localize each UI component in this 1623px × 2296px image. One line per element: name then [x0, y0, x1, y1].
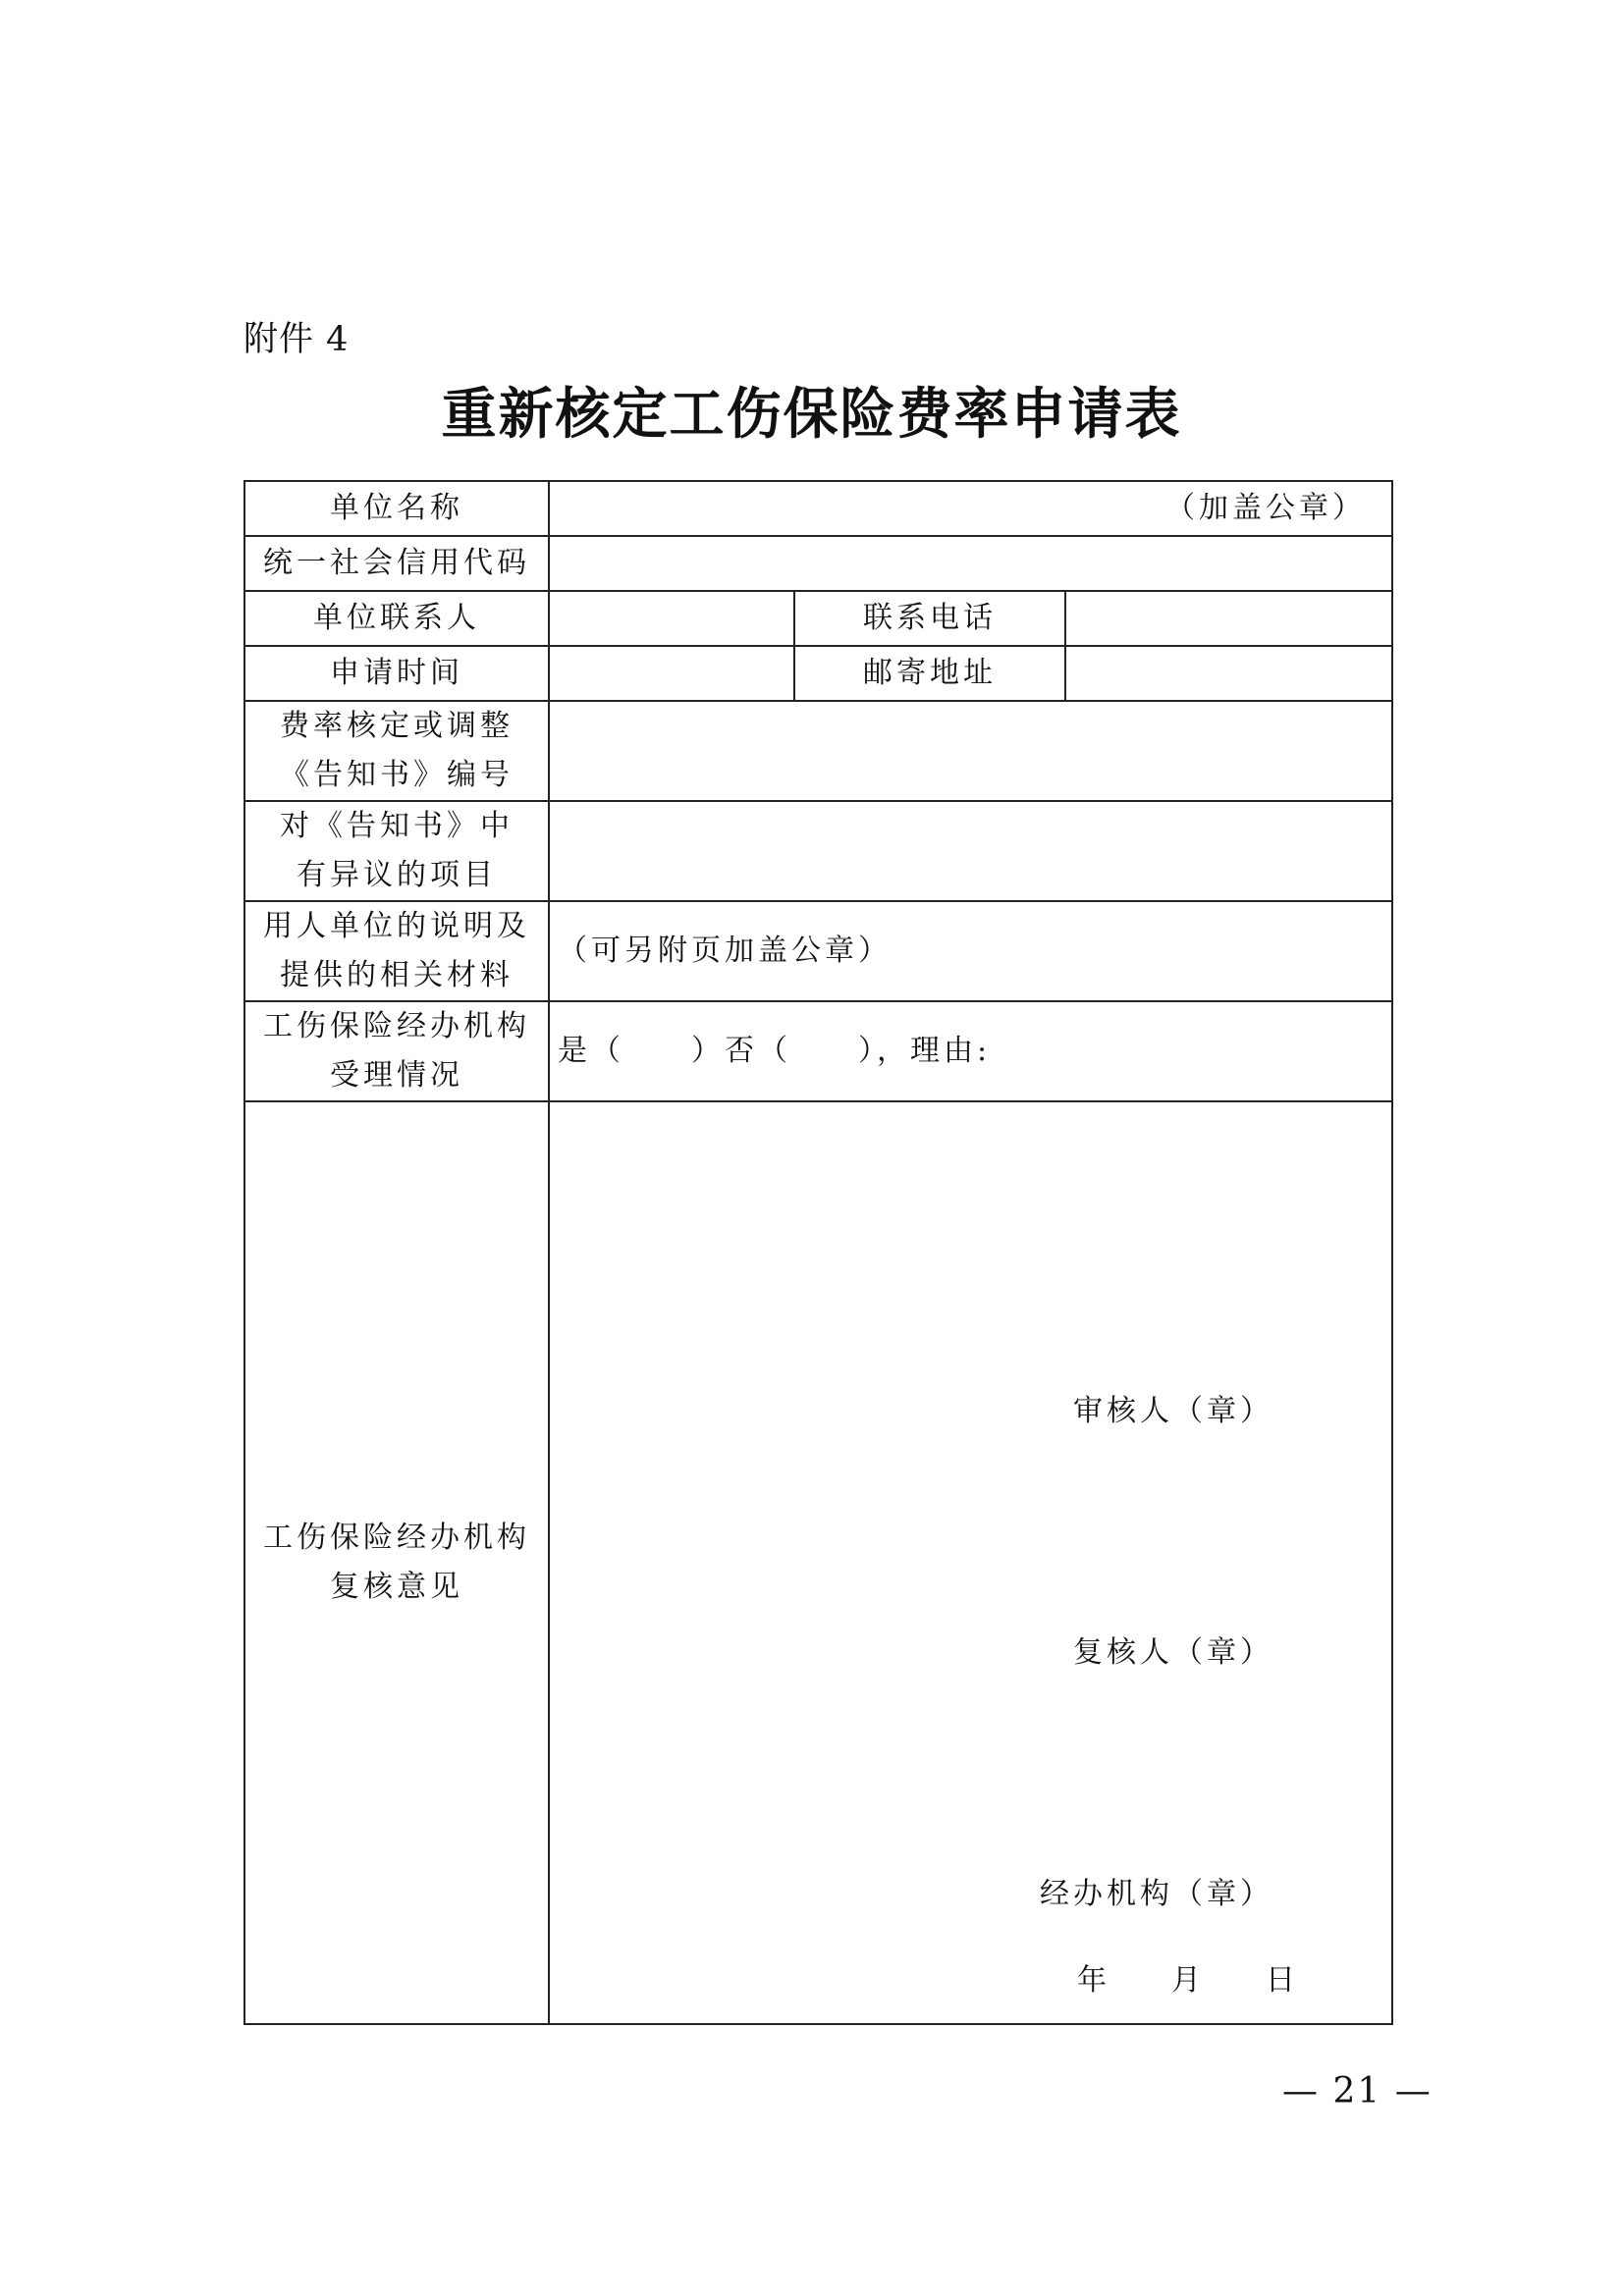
acceptance-label	[244, 1001, 549, 1101]
objection-label-line2: 有异议的项目	[297, 858, 497, 892]
review-label-line2: 复核意见	[330, 1570, 463, 1604]
reviewer-signature: 审核人（章）	[1073, 1394, 1273, 1428]
objection-label-line1: 对《告知书》中	[280, 809, 514, 843]
agency-signature: 经办机构（章）	[1040, 1877, 1273, 1911]
employer-statement-label-line2: 提供的相关材料	[280, 958, 514, 992]
credit-code-field[interactable]	[549, 536, 1392, 591]
objection-label	[244, 801, 549, 901]
row-notice-number	[244, 701, 1392, 801]
mail-address-field[interactable]	[1065, 646, 1392, 701]
review-field[interactable]	[549, 1101, 1392, 2024]
review-label-line1: 工伤保险经办机构	[263, 1521, 530, 1555]
review-label	[244, 1101, 549, 2024]
attachment-label: 附件 4	[243, 320, 350, 359]
phone-label: 联系电话	[794, 591, 1065, 646]
notice-number-label	[244, 701, 549, 801]
apply-time-label: 申请时间	[244, 646, 549, 701]
notice-number-label-line1: 费率核定或调整	[280, 709, 514, 743]
acceptance-field[interactable]	[549, 1001, 1392, 1101]
employer-statement-note: （可另附页加盖公章）	[558, 934, 892, 968]
employer-statement-label-line1: 用人单位的说明及	[263, 909, 530, 943]
row-apply-time	[244, 646, 1392, 701]
unit-name-label: 单位名称	[244, 481, 549, 536]
apply-time-field[interactable]	[549, 646, 794, 701]
application-form-table	[243, 480, 1393, 2025]
acceptance-label-line1: 工伤保险经办机构	[263, 1009, 530, 1043]
row-employer-statement	[244, 901, 1392, 1001]
row-review	[244, 1101, 1392, 2024]
document-title: 重新核定工伤保险费率申请表	[441, 382, 1182, 447]
mail-address-label: 邮寄地址	[794, 646, 1065, 701]
acceptance-label-line2: 受理情况	[330, 1058, 463, 1093]
row-acceptance	[244, 1001, 1392, 1101]
row-credit-code	[244, 536, 1392, 591]
rechecker-signature: 复核人（章）	[1073, 1635, 1273, 1670]
notice-number-field[interactable]	[549, 701, 1392, 801]
date-line: 年 月 日	[1077, 1963, 1313, 1998]
notice-number-label-line2: 《告知书》编号	[280, 758, 514, 792]
credit-code-label: 统一社会信用代码	[244, 536, 549, 591]
unit-seal-note: （加盖公章）	[1165, 491, 1366, 525]
contact-person-label: 单位联系人	[244, 591, 549, 646]
row-unit-name	[244, 481, 1392, 536]
objection-field[interactable]	[549, 801, 1392, 901]
unit-name-field[interactable]	[549, 481, 1392, 536]
page-number: — 21 —	[1282, 2071, 1433, 2111]
contact-person-field[interactable]	[549, 591, 794, 646]
employer-statement-field[interactable]	[549, 901, 1392, 1001]
phone-field[interactable]	[1065, 591, 1392, 646]
row-contact	[244, 591, 1392, 646]
row-objection	[244, 801, 1392, 901]
employer-statement-label	[244, 901, 549, 1001]
acceptance-value: 是（ ）否（ ），理由:	[558, 1034, 992, 1068]
